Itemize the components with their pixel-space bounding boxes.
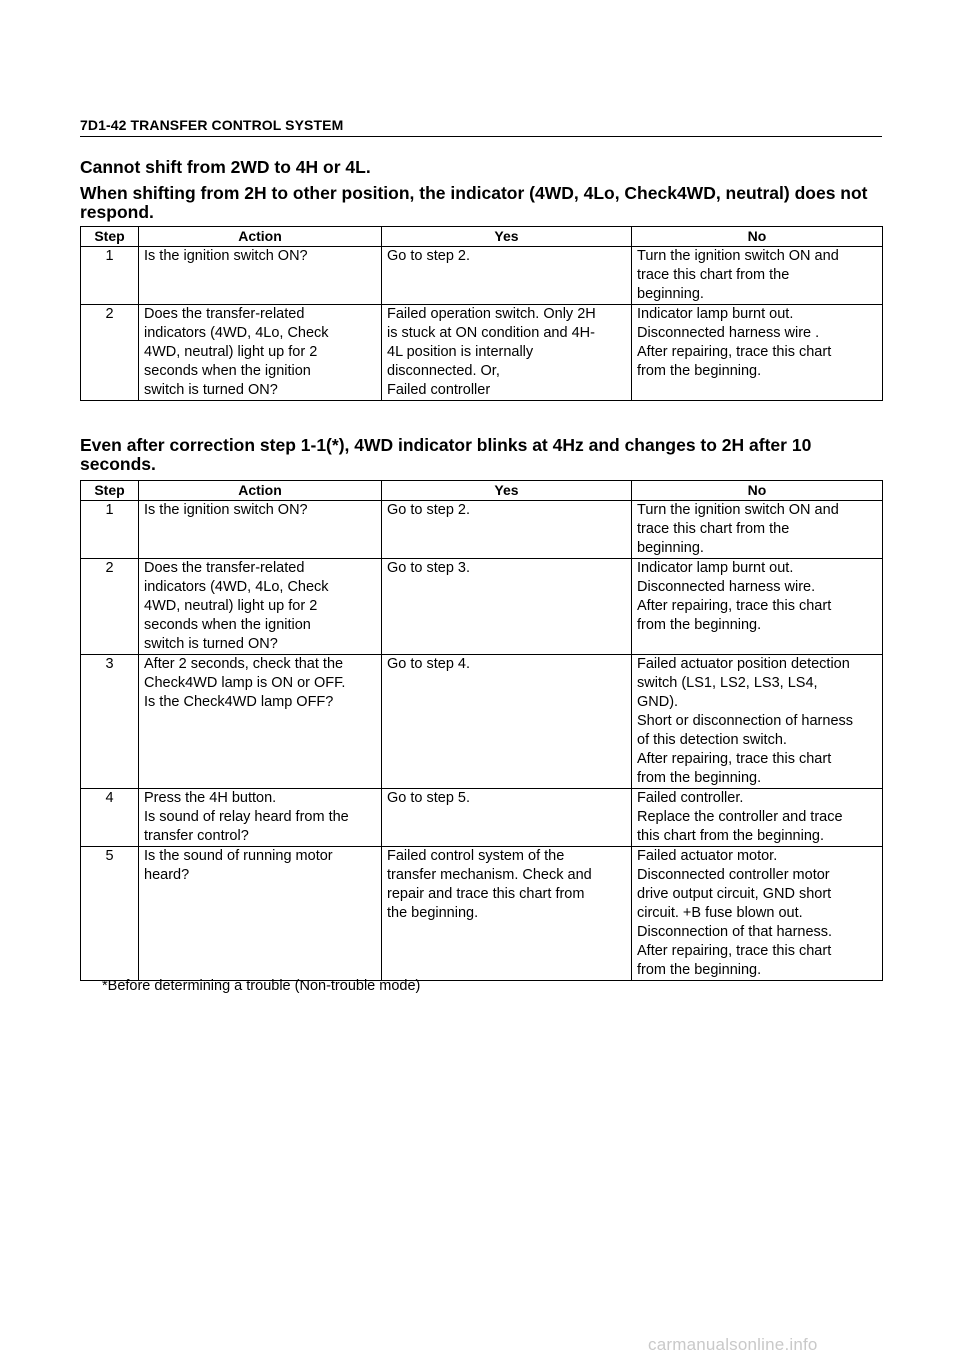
- table-row: [81, 655, 883, 789]
- footnote: *Before determining a trouble (Non-trouble mode): [102, 978, 421, 994]
- step-cell: 2: [81, 559, 139, 655]
- no-cell: Failed actuator motor. Disconnected controller motor drive output circuit, GND short circuit. +B fuse blown out. Disconnection of that harness. After repairing, trace this chart from the beginning.: [632, 847, 883, 981]
- yes-cell: Failed control system of the transfer mechanism. Check and repair and trace this chart from the beginning.: [382, 847, 632, 981]
- yes-cell: Failed operation switch. Only 2H is stuck at ON condition and 4H- 4L position is internally disconnected. Or, Failed controller: [382, 305, 632, 401]
- section1-title: Cannot shift from 2WD to 4H or 4L.: [80, 157, 371, 177]
- no-cell: Failed actuator position detection switch (LS1, LS2, LS3, LS4, GND). Short or disconnection of harness of this detection switch. After repairing, trace this chart from the beginning.: [632, 655, 883, 789]
- section2-title: Even after correction step 1-1(*), 4WD indicator blinks at 4Hz and changes to 2H after 10 seconds.: [80, 435, 812, 474]
- column-header-no: No: [632, 227, 883, 247]
- yes-cell: Go to step 4.: [382, 655, 632, 789]
- table-row: [81, 789, 883, 847]
- action-cell: Does the transfer-related indicators (4WD, 4Lo, Check 4WD, neutral) light up for 2 seconds when the ignition switch is turned ON?: [139, 305, 382, 401]
- step-cell: 4: [81, 789, 139, 847]
- no-cell: Failed controller. Replace the controller and trace this chart from the beginning.: [632, 789, 883, 847]
- section1-subtitle: When shifting from 2H to other position, the indicator (4WD, 4Lo, Check4WD, neutral) does not respond.: [80, 183, 868, 222]
- table-row: [81, 501, 883, 559]
- table-row: [81, 847, 883, 981]
- table-row: [81, 247, 883, 305]
- no-cell: Turn the ignition switch ON and trace this chart from the beginning.: [632, 501, 883, 559]
- step-cell: 2: [81, 305, 139, 401]
- yes-cell: Go to step 3.: [382, 559, 632, 655]
- watermark: carmanualsonline.info: [648, 1335, 818, 1354]
- column-header-no: No: [632, 481, 883, 501]
- action-cell: Press the 4H button. Is sound of relay heard from the transfer control?: [139, 789, 382, 847]
- section2-table: [80, 480, 883, 981]
- yes-cell: Go to step 2.: [382, 501, 632, 559]
- action-cell: After 2 seconds, check that the Check4WD lamp is ON or OFF. Is the Check4WD lamp OFF?: [139, 655, 382, 789]
- table-row: [81, 305, 883, 401]
- action-cell: Is the ignition switch ON?: [139, 247, 382, 305]
- table-header-row: [81, 227, 883, 247]
- column-header-step: Step: [81, 227, 139, 247]
- column-header-action: Action: [139, 481, 382, 501]
- no-cell: Indicator lamp burnt out. Disconnected harness wire . After repairing, trace this chart from the beginning.: [632, 305, 883, 401]
- yes-cell: Go to step 5.: [382, 789, 632, 847]
- column-header-yes: Yes: [382, 481, 632, 501]
- page-header: 7D1-42 TRANSFER CONTROL SYSTEM: [80, 117, 882, 137]
- step-cell: 1: [81, 501, 139, 559]
- column-header-step: Step: [81, 481, 139, 501]
- step-cell: 3: [81, 655, 139, 789]
- action-cell: Is the sound of running motor heard?: [139, 847, 382, 981]
- yes-cell: Go to step 2.: [382, 247, 632, 305]
- table-header-row: [81, 481, 883, 501]
- column-header-action: Action: [139, 227, 382, 247]
- no-cell: Turn the ignition switch ON and trace this chart from the beginning.: [632, 247, 883, 305]
- column-header-yes: Yes: [382, 227, 632, 247]
- action-cell: Does the transfer-related indicators (4WD, 4Lo, Check 4WD, neutral) light up for 2 seconds when the ignition switch is turned ON?: [139, 559, 382, 655]
- no-cell: Indicator lamp burnt out. Disconnected harness wire. After repairing, trace this chart from the beginning.: [632, 559, 883, 655]
- section1-table: [80, 226, 883, 401]
- step-cell: 1: [81, 247, 139, 305]
- action-cell: Is the ignition switch ON?: [139, 501, 382, 559]
- step-cell: 5: [81, 847, 139, 981]
- table-row: [81, 559, 883, 655]
